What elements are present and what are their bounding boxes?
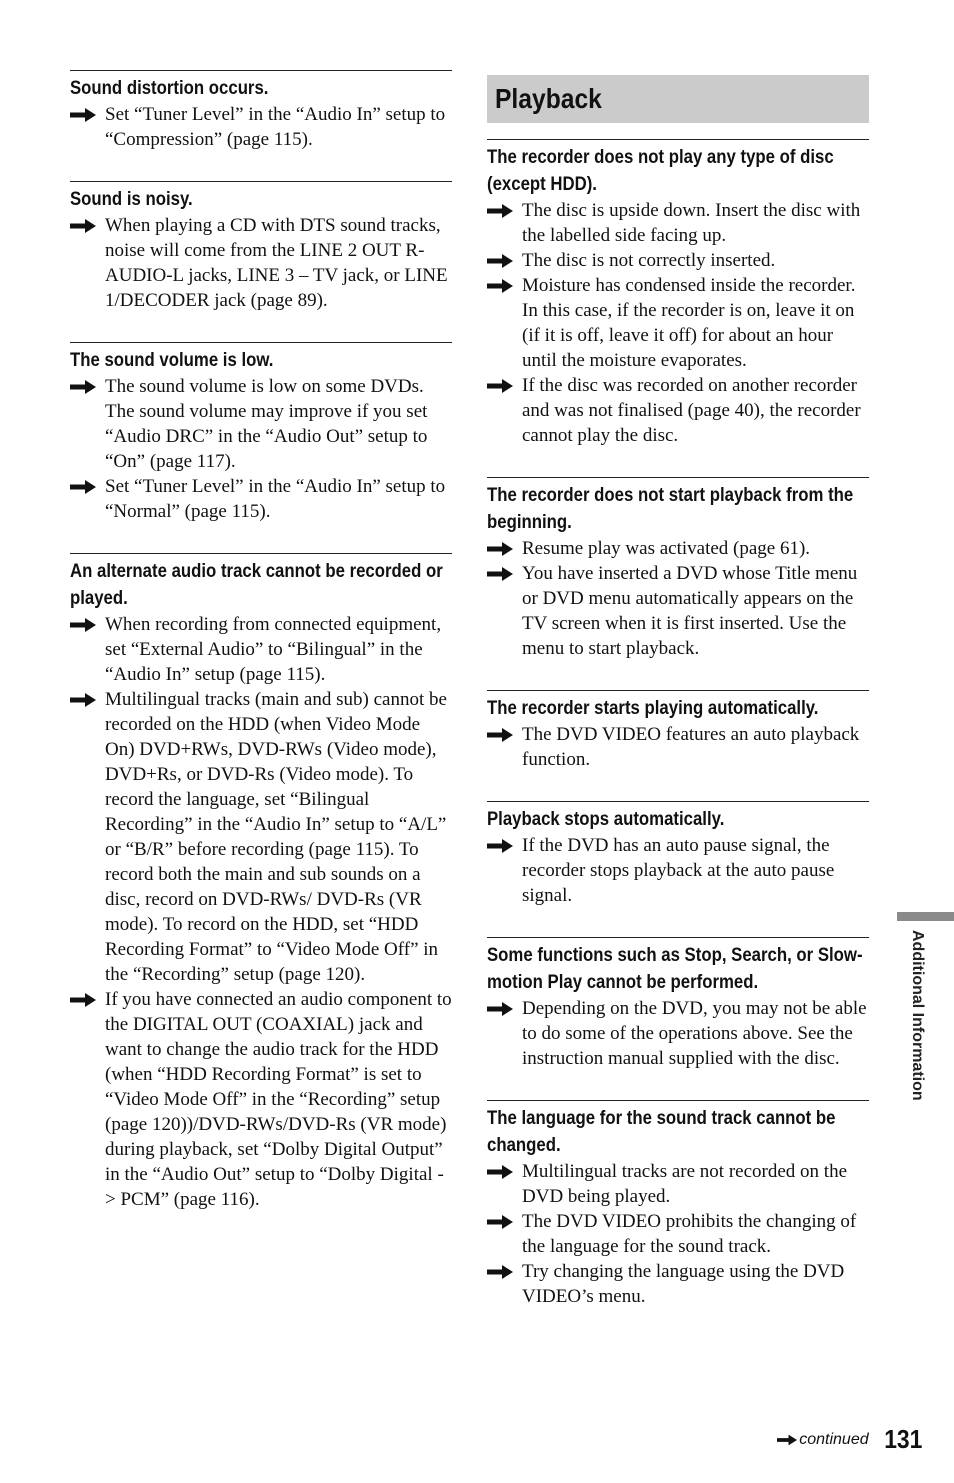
troubleshooting-section <box>487 1100 869 1309</box>
solution-item <box>487 536 869 561</box>
arrow-right-icon <box>487 379 513 393</box>
arrow-right-icon <box>70 219 96 233</box>
troubleshooting-section <box>487 690 869 772</box>
section-heading: Playback stops automatically. <box>487 808 725 830</box>
troubleshooting-section <box>487 477 869 661</box>
troubleshooting-section <box>487 937 869 1071</box>
continued-text: continued <box>799 1430 869 1448</box>
section-heading: Sound distortion occurs. <box>70 77 269 99</box>
section-heading: An alternate audio track cannot be recorded or played. <box>70 560 443 609</box>
arrow-right-icon <box>487 542 513 556</box>
section-heading: The recorder does not start playback from the beginning. <box>487 484 854 533</box>
playback-banner <box>487 75 869 123</box>
solution-text: Multilingual tracks (main and sub) cannot be recorded on the HDD (when Video Mode On) DVD+RWs, DVD-RWs (Video mode), DVD+Rs, or DVD-Rs (Video mode). To record the language, set “Bilingual Recording” in the “Audio In” setup to “A/L” or “B/R” before recording (page 115). To record both the main and sub sounds on a disc, record on DVD-RWs/ DVD-Rs (VR mode). To record on the HDD, set “HDD Recording Format” to “Video Mode Off” in the “Recording” setup (page 120). <box>105 689 447 985</box>
solution-item <box>487 248 869 273</box>
solution-item <box>70 612 452 687</box>
troubleshooting-section <box>70 342 452 524</box>
section-heading: Some functions such as Stop, Search, or Slow-motion Play cannot be performed. <box>487 944 863 993</box>
banner-title: Playback <box>495 83 602 114</box>
arrow-right-icon <box>487 567 513 581</box>
arrow-right-icon <box>70 108 96 122</box>
arrow-right-icon <box>487 254 513 268</box>
section-heading: The recorder does not play any type of disc (except HDD). <box>487 146 834 195</box>
solution-item <box>487 833 869 908</box>
solution-text: Set “Tuner Level” in the “Audio In” setup to “Compression” (page 115). <box>105 104 446 150</box>
solution-item <box>487 722 869 772</box>
arrow-right-icon <box>70 693 96 707</box>
arrow-right-icon <box>70 993 96 1007</box>
solution-text: When playing a CD with DTS sound tracks, noise will come from the LINE 2 OUT R-AUDIO-L jacks, LINE 3 – TV jack, or LINE 1/DECODER jack (page 89). <box>105 215 448 311</box>
solution-item <box>70 374 452 474</box>
solution-text: The DVD VIDEO features an auto playback function. <box>522 724 860 770</box>
troubleshooting-section <box>70 553 452 1212</box>
troubleshooting-section <box>70 181 452 313</box>
arrow-right-icon <box>487 839 513 853</box>
solution-text: The sound volume is low on some DVDs. The sound volume may improve if you set “Audio DRC” in the “Audio Out” setup to “On” (page 117). <box>105 376 428 472</box>
solution-text: Try changing the language using the DVD VIDEO’s menu. <box>522 1261 845 1307</box>
arrow-right-icon <box>70 480 96 494</box>
right-sections <box>487 139 869 1309</box>
section-heading: The sound volume is low. <box>70 349 274 371</box>
troubleshooting-section <box>70 70 452 152</box>
right-column <box>487 75 869 1338</box>
arrow-right-icon <box>777 1434 797 1446</box>
solution-item <box>487 1159 869 1209</box>
solution-item <box>487 273 869 373</box>
solution-item <box>487 561 869 661</box>
solution-text: Multilingual tracks are not recorded on the DVD being played. <box>522 1161 848 1207</box>
solution-text: The disc is upside down. Insert the disc with the labelled side facing up. <box>522 200 861 246</box>
page-footer <box>777 1424 922 1455</box>
solution-item <box>487 198 869 248</box>
arrow-right-icon <box>70 618 96 632</box>
arrow-right-icon <box>487 1215 513 1229</box>
arrow-right-icon <box>70 380 96 394</box>
troubleshooting-section <box>487 801 869 908</box>
arrow-right-icon <box>487 204 513 218</box>
section-heading: The language for the sound track cannot be changed. <box>487 1107 836 1156</box>
left-column <box>70 70 452 1241</box>
solution-item <box>487 1209 869 1259</box>
solution-item <box>70 474 452 524</box>
solution-text: The DVD VIDEO prohibits the changing of the language for the sound track. <box>522 1211 857 1257</box>
solution-text: You have inserted a DVD whose Title menu or DVD menu automatically appears on the TV screen when it is first inserted. Use the menu to start playback. <box>522 563 858 659</box>
solution-item <box>70 102 452 152</box>
solution-item <box>487 1259 869 1309</box>
arrow-right-icon <box>487 279 513 293</box>
solution-text: Depending on the DVD, you may not be able to do some of the operations above. See the instruction manual supplied with the disc. <box>522 998 867 1069</box>
solution-text: Set “Tuner Level” in the “Audio In” setup to “Normal” (page 115). <box>105 476 446 522</box>
solution-item <box>487 996 869 1071</box>
side-tab-bar <box>897 912 954 921</box>
solution-text: If the disc was recorded on another recorder and was not finalised (page 40), the recorder cannot play the disc. <box>522 375 861 446</box>
section-heading: Sound is noisy. <box>70 188 193 210</box>
section-heading: The recorder starts playing automatically. <box>487 697 819 719</box>
solution-item <box>70 987 452 1212</box>
solution-text: When recording from connected equipment, set “External Audio” to “Bilingual” in the “Audio In” setup (page 115). <box>105 614 442 685</box>
arrow-right-icon <box>487 728 513 742</box>
solution-item <box>487 373 869 448</box>
arrow-right-icon <box>487 1265 513 1279</box>
page-number: 131 <box>883 1424 922 1454</box>
solution-text: The disc is not correctly inserted. <box>522 250 776 271</box>
side-tab-label: Additional Information <box>909 930 926 1101</box>
solution-text: If you have connected an audio component to the DIGITAL OUT (COAXIAL) jack and want to change the audio track for the HDD (when “HDD Recording Format” is set to “Video Mode Off” in the “Recording” setup (page 120))/DVD-RWs/DVD-Rs (VR mode) during playback, set “Dolby Digital Output” in the “Audio Out” setup to “Dolby Digital -> PCM” (page 116). <box>105 989 452 1210</box>
solution-item <box>70 213 452 313</box>
continued-note <box>777 1431 868 1449</box>
arrow-right-icon <box>487 1002 513 1016</box>
solution-text: Moisture has condensed inside the recorder. In this case, if the recorder is on, leave it on (if it is off, leave it off) for about an hour until the moisture evaporates. <box>522 275 856 371</box>
solution-text: If the DVD has an auto pause signal, the recorder stops playback at the auto pause signal. <box>522 835 835 906</box>
solution-item <box>70 687 452 987</box>
arrow-right-icon <box>487 1165 513 1179</box>
solution-text: Resume play was activated (page 61). <box>522 538 811 559</box>
troubleshooting-section <box>487 139 869 448</box>
